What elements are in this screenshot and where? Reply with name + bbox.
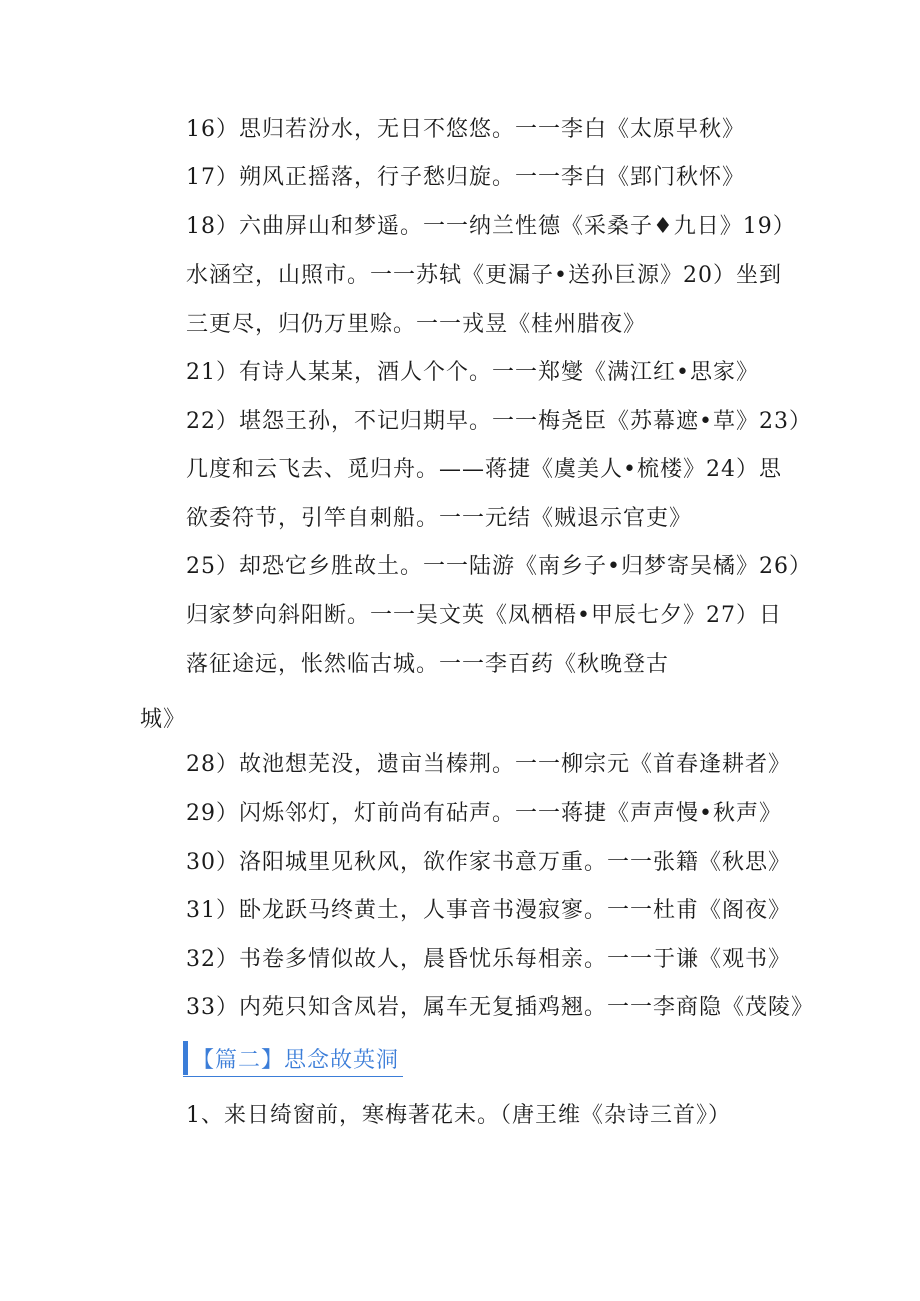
poem-line-22: 22）堪怨王孙，不记归期早。一一梅尧臣《苏幕遮•草》23）: [186, 409, 812, 434]
poem-line-28: 28）故池想芜没，遗亩当榛荆。一一柳宗元《首春逢耕者》: [186, 752, 791, 777]
poem-line-18: 18）六曲屏山和梦遥。一一纳兰性德《采桑子♦九日》19）: [186, 214, 796, 239]
poem-line-25: 25）却恐它乡胜故土。一一陆游《南乡子•归梦寄吴橘》26）: [186, 554, 812, 579]
poem-line-21: 21）有诗人某某，酒人个个。一一郑燮《满江红•思家》: [186, 360, 759, 385]
heading-accent-bar: [183, 1041, 188, 1075]
poem-line-19: 水涵空，山照市。一一苏轼《更漏子•送孙巨源》20）坐到: [186, 263, 782, 288]
poem-line-final: 1、来日绮窗前，寒梅著花未。（唐王维《杂诗三首》）: [186, 1103, 731, 1128]
poem-line-32: 32）书卷多情似故人，晨昏忧乐每相亲。一一于谦《观书》: [186, 947, 791, 972]
section-heading[interactable]: [183, 1040, 403, 1077]
poem-line-27: 落征途远，怅然临古城。一一李百药《秋晚登古: [186, 652, 670, 677]
poem-line-16: 16）思归若汾水，无日不悠悠。一一李白《太原早秋》: [186, 117, 745, 142]
poem-line-24: 欲委符节，引竿自刺船。一一元结《贼退示官吏》: [186, 506, 693, 531]
poem-line-20: 三更尽，归仍万里赊。一一戎昱《桂州腊夜》: [186, 312, 647, 337]
poem-line-29: 29）闪烁邻灯，灯前尚有砧声。一一蒋捷《声声慢•秋声》: [186, 801, 782, 826]
poem-line-27-wrap: 城》: [140, 707, 187, 732]
poem-line-33: 33）内苑只知含凤岩，属车无复插鸡翘。一一李商隐《茂陵》: [186, 995, 814, 1020]
poem-line-31: 31）卧龙跃马终黄土，人事音书漫寂寥。一一杜甫《阁夜》: [186, 898, 791, 923]
poem-line-23: 几度和云飞去、觅归舟。——蒋捷《虞美人•梳楼》24）思: [186, 457, 782, 482]
poem-line-26: 归家梦向斜阳断。一一吴文英《凤栖梧•甲辰七夕》27）日: [186, 603, 782, 628]
poem-line-17: 17）朔风正摇落，行子愁归旋。一一李白《郢门秋怀》: [186, 165, 745, 190]
section-heading-text: 【篇二】思念故英洞: [192, 1047, 400, 1073]
poem-line-30: 30）洛阳城里见秋风，欲作家书意万重。一一张籍《秋思》: [186, 850, 791, 875]
